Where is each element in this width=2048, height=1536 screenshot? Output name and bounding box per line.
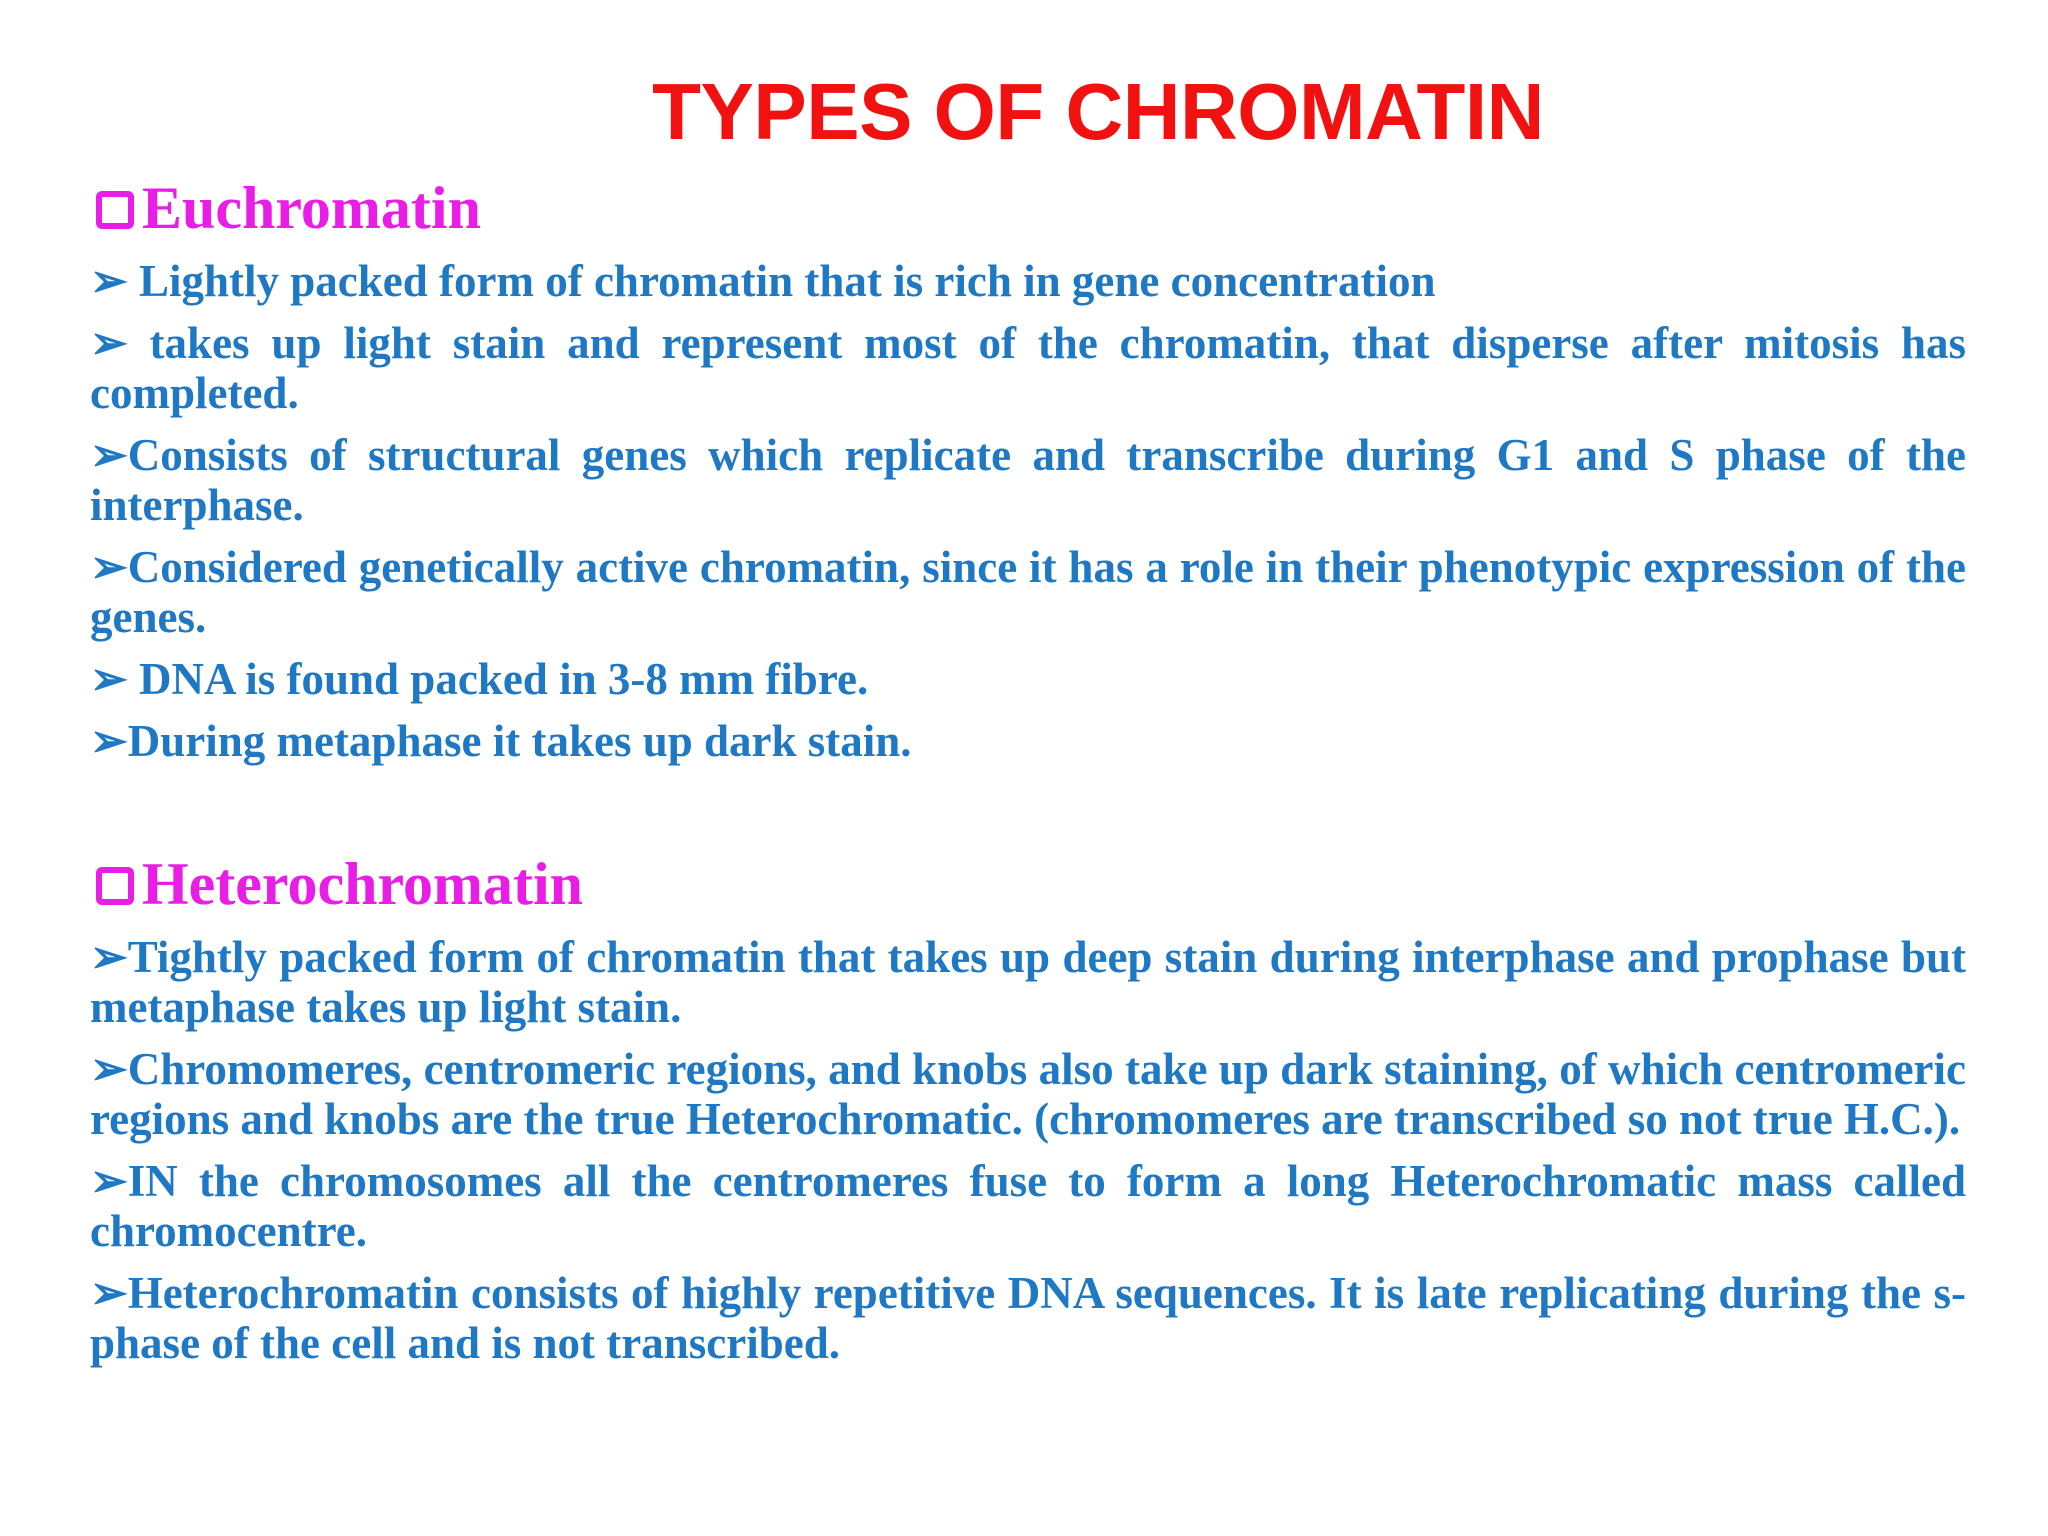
- list-item: ➢Tightly packed form of chromatin that takes up deep stain during interphase and prophase but metaphase takes up light stain.: [90, 932, 1966, 1032]
- section-heading-heterochromatin: [90, 848, 1966, 920]
- list-item: ➢Consists of structural genes which replicate and transcribe during G1 and S phase of the interphase.: [90, 430, 1966, 530]
- checkbox-icon: [96, 191, 134, 229]
- bullet-list-euchromatin: [90, 256, 1966, 766]
- list-item: ➢IN the chromosomes all the centromeres fuse to form a long Heterochromatic mass called chromocentre.: [90, 1156, 1966, 1256]
- list-item: ➢ DNA is found packed in 3-8 mm fibre.: [90, 654, 869, 704]
- section-heading-label: Euchromatin: [142, 175, 481, 241]
- section-spacer: [90, 778, 1966, 848]
- checkbox-icon: [96, 867, 134, 905]
- bullet-list-heterochromatin: [90, 932, 1966, 1368]
- list-item: ➢ takes up light stain and represent most of the chromatin, that disperse after mitosis has completed.: [90, 318, 1966, 418]
- list-item: ➢During metaphase it takes up dark stain.: [90, 716, 912, 766]
- list-item: ➢Heterochromatin consists of highly repetitive DNA sequences. It is late replicating during the s-phase of the cell and is not transcribed.: [90, 1268, 1966, 1368]
- list-item: ➢Chromomeres, centromeric regions, and knobs also take up dark staining, of which centromeric regions and knobs are the true Heterochromatic. (chromomeres are transcribed so not true H.C.).: [90, 1044, 1966, 1144]
- list-item: ➢ Lightly packed form of chromatin that is rich in gene concentration: [90, 256, 1436, 306]
- list-item: ➢Considered genetically active chromatin, since it has a role in their phenotypic expression of the genes.: [90, 542, 1966, 642]
- section-euchromatin: [90, 172, 1966, 766]
- page-title: TYPES OF CHROMATIN: [652, 67, 1544, 156]
- section-heading-label: Heterochromatin: [142, 851, 584, 917]
- section-heterochromatin: [90, 848, 1966, 1368]
- section-heading-euchromatin: [90, 172, 1966, 244]
